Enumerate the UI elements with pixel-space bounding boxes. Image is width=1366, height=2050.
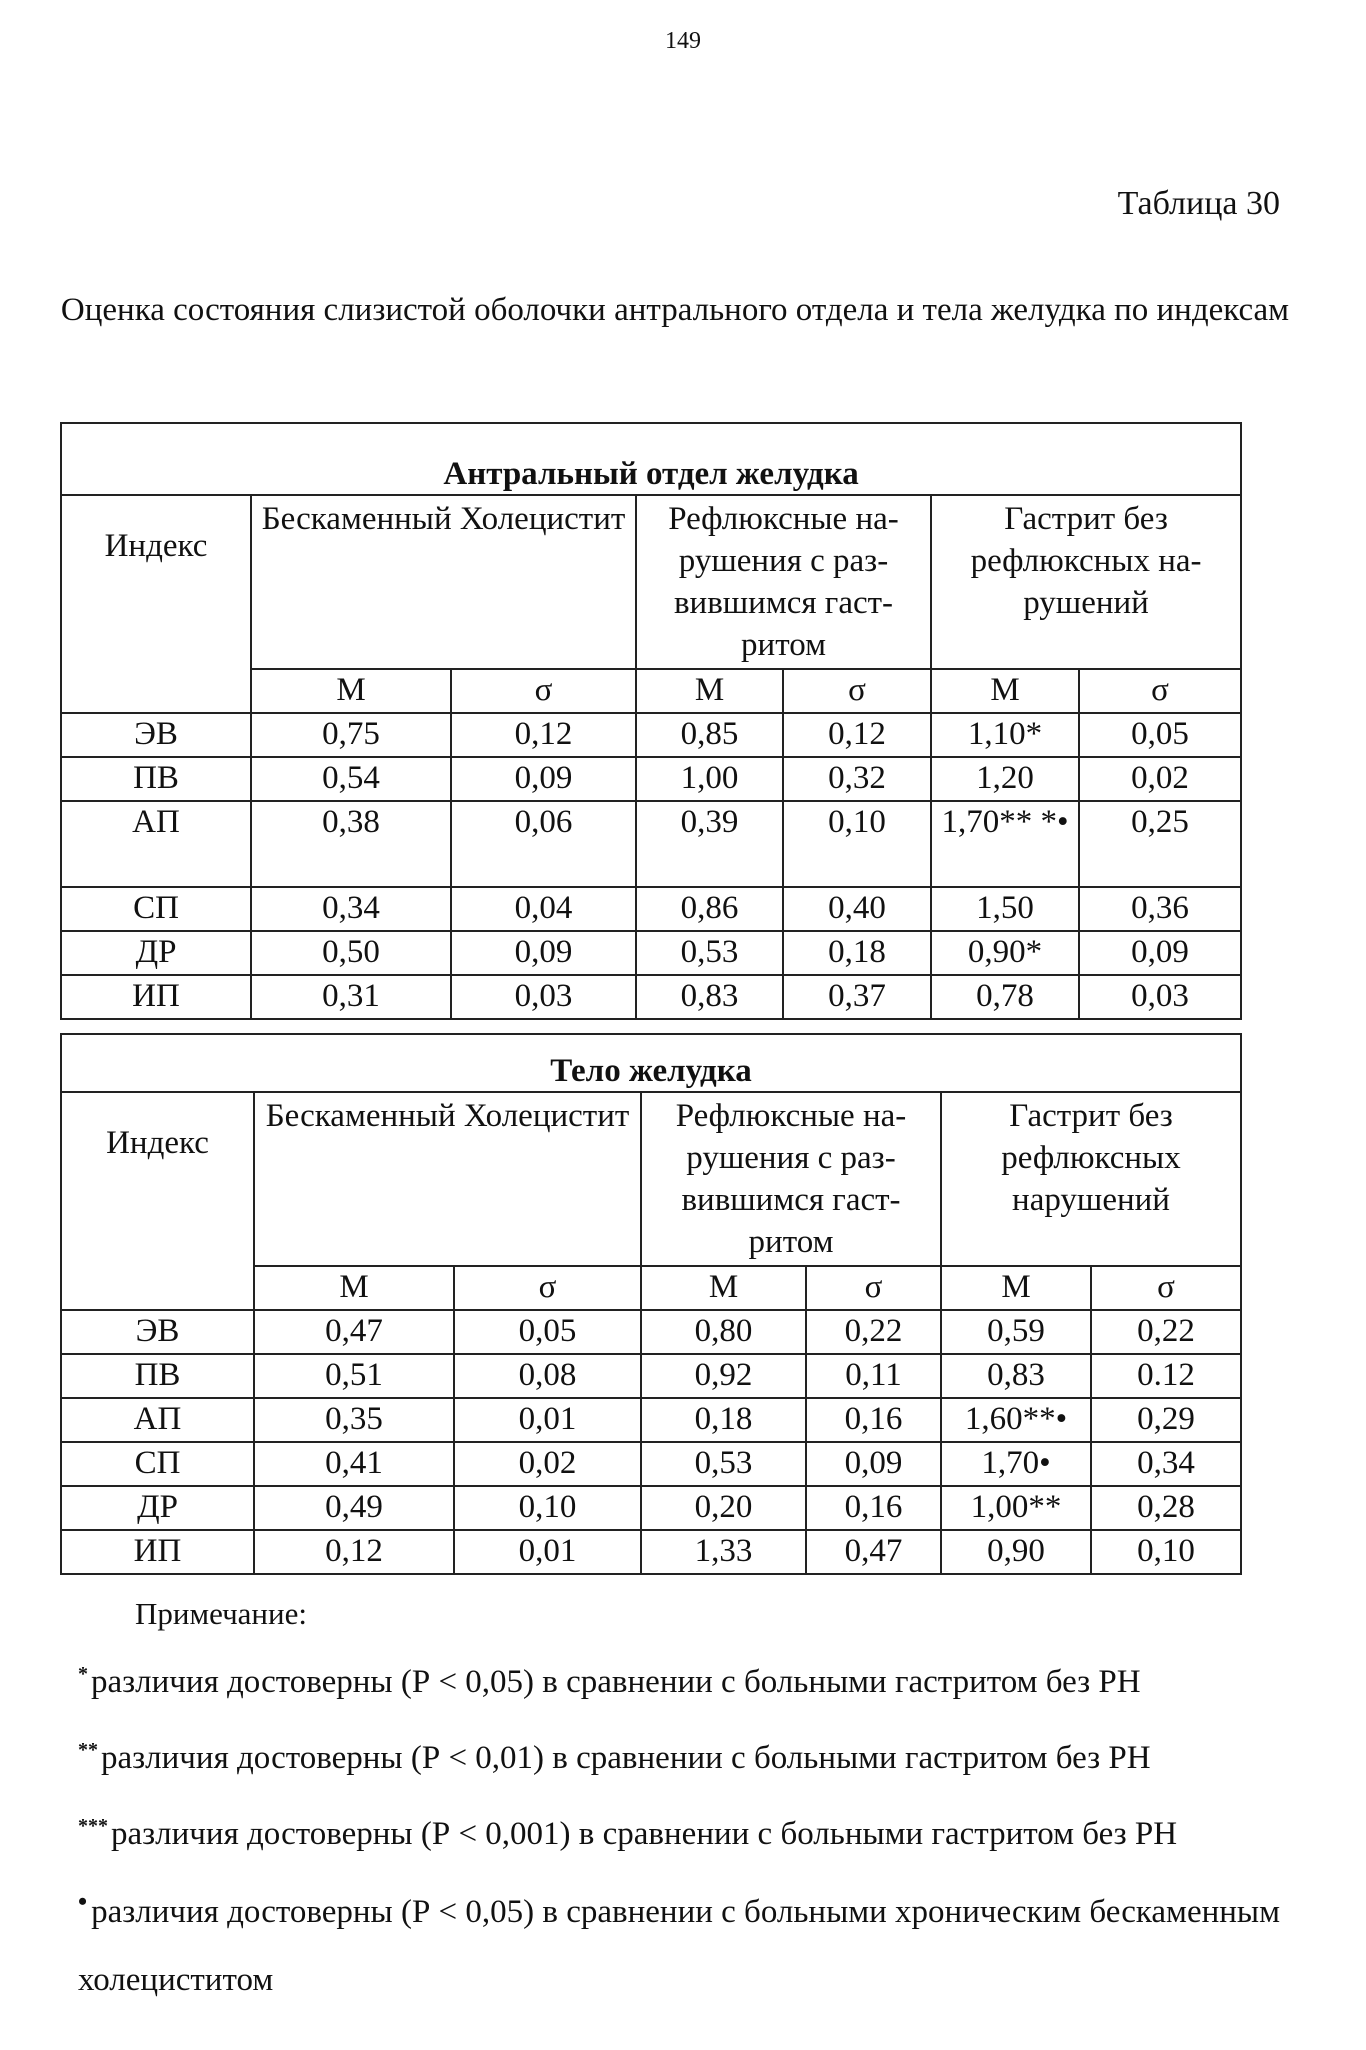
stat-header: σ [806, 1266, 941, 1310]
stat-header: σ [783, 669, 931, 713]
cell: 0,18 [641, 1398, 806, 1442]
group-header: Гастрит без рефлюксных нарушений [941, 1092, 1241, 1266]
cell: 0,86 [636, 887, 783, 931]
cell: 0,28 [1091, 1486, 1241, 1530]
cell: 0,02 [454, 1442, 641, 1486]
cell: 0,32 [783, 757, 931, 801]
table-row [61, 757, 1241, 801]
cell: 0,12 [254, 1530, 454, 1574]
cell: 0,53 [636, 931, 783, 975]
row-index: ДР [61, 1486, 254, 1530]
cell: 0,03 [451, 975, 636, 1019]
note-item [78, 1792, 1318, 1868]
cell: 0,47 [254, 1310, 454, 1354]
cell: 0,47 [806, 1530, 941, 1574]
table-row [61, 1442, 1241, 1486]
cell: 0,40 [783, 887, 931, 931]
body-table [60, 1033, 1242, 1575]
cell: 0,02 [1079, 757, 1241, 801]
stat-header: М [941, 1266, 1091, 1310]
group-header: Гастрит без рефлюксных на-рушений [931, 495, 1241, 669]
note-text: различия достоверны (Р < 0,001) в сравнении с больными гастритом без РН [111, 1816, 1178, 1852]
group-header: Рефлюксные на-рушения с раз-вившимся гаст-ритом [636, 495, 931, 669]
row-index: ЭВ [61, 713, 251, 757]
cell: 1,70• [941, 1442, 1091, 1486]
cell: 0.12 [1091, 1354, 1241, 1398]
cell: 0,09 [1079, 931, 1241, 975]
note-marker: * [78, 1663, 88, 1685]
cell: 0,39 [636, 801, 783, 887]
cell: 0,85 [636, 713, 783, 757]
row-index: АП [61, 801, 251, 887]
cell: 0,09 [451, 757, 636, 801]
cell: 0,37 [783, 975, 931, 1019]
note-item [78, 1868, 1318, 2014]
cell: 0,83 [636, 975, 783, 1019]
index-header: Индекс [61, 495, 251, 713]
cell: 0,05 [1079, 713, 1241, 757]
table-row [61, 931, 1241, 975]
cell: 0,11 [806, 1354, 941, 1398]
stat-header: σ [1091, 1266, 1241, 1310]
index-header: Индекс [61, 1092, 254, 1310]
cell: 0,25 [1079, 801, 1241, 887]
note-marker: *** [78, 1815, 108, 1837]
cell: 0,22 [1091, 1310, 1241, 1354]
cell: 0,04 [451, 887, 636, 931]
cell: 0,12 [451, 713, 636, 757]
cell: 0,49 [254, 1486, 454, 1530]
cell: 0,18 [783, 931, 931, 975]
cell: 0,53 [641, 1442, 806, 1486]
row-index: ДР [61, 931, 251, 975]
cell: 0,54 [251, 757, 451, 801]
cell: 0,16 [806, 1486, 941, 1530]
stat-header: σ [1079, 669, 1241, 713]
cell: 0,10 [783, 801, 931, 887]
row-index: ИП [61, 975, 251, 1019]
cell: 0,01 [454, 1530, 641, 1574]
note-marker: ** [78, 1739, 98, 1761]
cell: 0,09 [451, 931, 636, 975]
cell: 0,90* [931, 931, 1079, 975]
cell: 0,83 [941, 1354, 1091, 1398]
cell: 0,09 [806, 1442, 941, 1486]
cell: 0,01 [454, 1398, 641, 1442]
cell: 0,75 [251, 713, 451, 757]
cell: 0,08 [454, 1354, 641, 1398]
note-text: различия достоверны (Р < 0,05) в сравнении с больными гастритом без РН [91, 1664, 1141, 1700]
cell: 0,12 [783, 713, 931, 757]
antrum-table [60, 422, 1242, 1020]
cell: 0,59 [941, 1310, 1091, 1354]
cell: 0,34 [251, 887, 451, 931]
cell: 0,41 [254, 1442, 454, 1486]
table-row [61, 1310, 1241, 1354]
note-item [78, 1716, 1318, 1792]
group-header: Бескаменный Холецистит [254, 1092, 641, 1266]
cell: 0,22 [806, 1310, 941, 1354]
stat-header: М [251, 669, 451, 713]
stat-header: М [931, 669, 1079, 713]
cell: 0,20 [641, 1486, 806, 1530]
cell: 1,33 [641, 1530, 806, 1574]
table-row [61, 801, 1241, 887]
row-index: ПВ [61, 1354, 254, 1398]
cell: 0,10 [454, 1486, 641, 1530]
cell: 0,90 [941, 1530, 1091, 1574]
cell: 0,06 [451, 801, 636, 887]
note-text: различия достоверны (Р < 0,01) в сравнении с больными гастритом без РН [101, 1740, 1151, 1776]
table-row [61, 1354, 1241, 1398]
cell: 0,78 [931, 975, 1079, 1019]
cell: 0,16 [806, 1398, 941, 1442]
table-row [61, 1486, 1241, 1530]
cell: 0,36 [1079, 887, 1241, 931]
cell: 1,50 [931, 887, 1079, 931]
row-index: ЭВ [61, 1310, 254, 1354]
table-label: Таблица 30 [1117, 185, 1280, 222]
row-index: ПВ [61, 757, 251, 801]
note-item [78, 1640, 1318, 1716]
stat-header: σ [451, 669, 636, 713]
group-header: Бескаменный Холецистит [251, 495, 636, 669]
table-row [61, 887, 1241, 931]
section-title: Тело желудка [61, 1034, 1241, 1092]
table-row [61, 975, 1241, 1019]
stat-header: σ [454, 1266, 641, 1310]
cell: 0,34 [1091, 1442, 1241, 1486]
table-caption: Оценка состояния слизистой оболочки антрального отдела и тела желудка по индексам [60, 292, 1290, 328]
cell: 0,29 [1091, 1398, 1241, 1442]
cell: 0,10 [1091, 1530, 1241, 1574]
note-marker: • [78, 1887, 88, 1916]
row-index: ИП [61, 1530, 254, 1574]
notes-title: Примечание: [135, 1596, 307, 1631]
cell: 0,50 [251, 931, 451, 975]
stat-header: М [641, 1266, 806, 1310]
cell: 0,80 [641, 1310, 806, 1354]
cell: 1,20 [931, 757, 1079, 801]
cell: 0,38 [251, 801, 451, 887]
table-row [61, 713, 1241, 757]
cell: 0,05 [454, 1310, 641, 1354]
cell: 0,03 [1079, 975, 1241, 1019]
notes-list [78, 1640, 1318, 2014]
table-row [61, 1398, 1241, 1442]
cell: 1,10* [931, 713, 1079, 757]
cell: 0,51 [254, 1354, 454, 1398]
cell: 1,60**• [941, 1398, 1091, 1442]
cell: 1,70** *• [931, 801, 1079, 887]
table-row [61, 1530, 1241, 1574]
page-number: 149 [665, 28, 701, 54]
cell: 1,00 [636, 757, 783, 801]
section-title: Антральный отдел желудка [61, 423, 1241, 495]
cell: 1,00** [941, 1486, 1091, 1530]
note-text: различия достоверны (Р < 0,05) в сравнении с больными хроническим бескаменным холециститом [78, 1894, 1280, 1998]
stat-header: М [636, 669, 783, 713]
row-index: АП [61, 1398, 254, 1442]
row-index: СП [61, 1442, 254, 1486]
stat-header: М [254, 1266, 454, 1310]
cell: 0,31 [251, 975, 451, 1019]
cell: 0,92 [641, 1354, 806, 1398]
row-index: СП [61, 887, 251, 931]
group-header: Рефлюксные на-рушения с раз-вившимся гаст-ритом [641, 1092, 941, 1266]
cell: 0,35 [254, 1398, 454, 1442]
